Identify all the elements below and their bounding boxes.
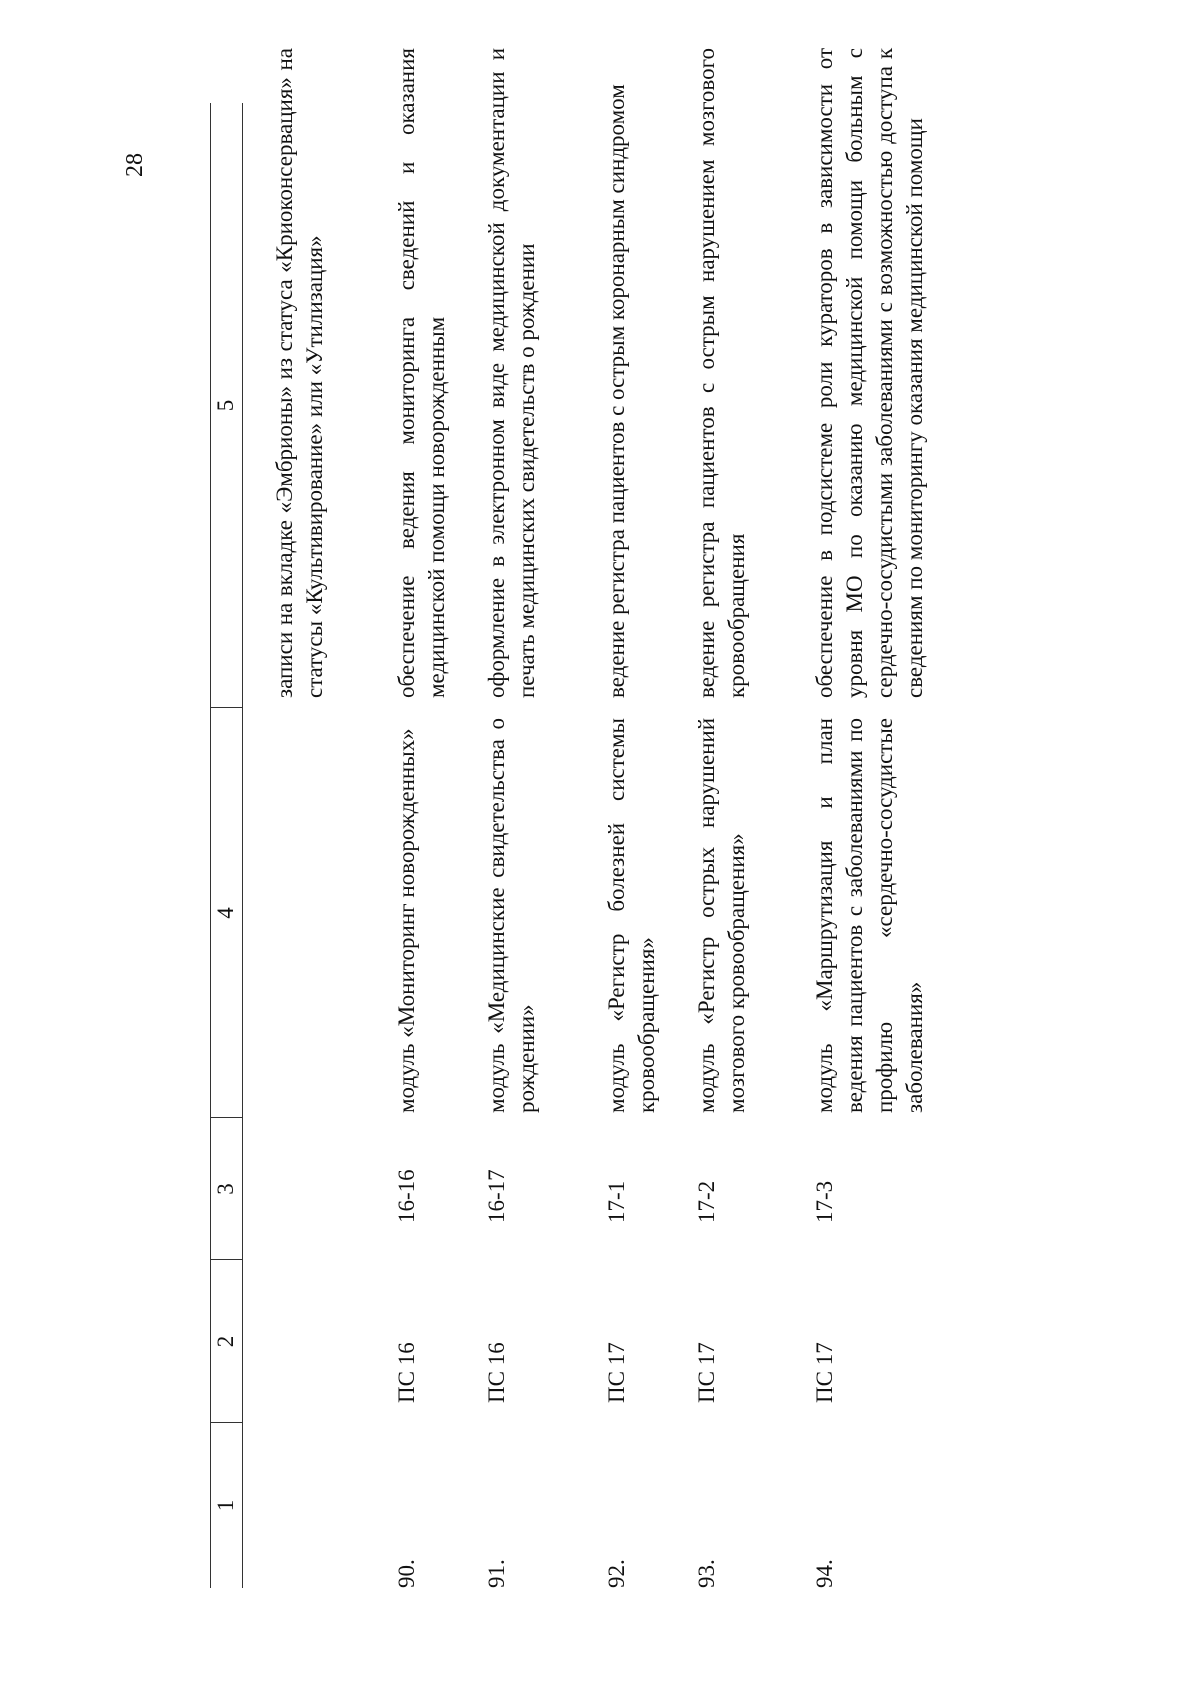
- purpose-cell: обеспечение ведения мониторинга сведений и оказания медицинской помощи новорожденным: [394, 48, 449, 698]
- module-cell: модуль «Регистр острых нарушений мозгового кровообращения»: [694, 718, 749, 1113]
- column-header-3: 3: [213, 1183, 238, 1195]
- code-cell: 16-17: [484, 1169, 509, 1223]
- row-number-cell: 92.: [604, 1559, 629, 1588]
- column-header-2: 2: [213, 1335, 238, 1348]
- purpose-cell: обеспечение в подсистеме роли кураторов в зависимости от уровня МО по оказанию медицинской помощи больным с сердечно-сосудистыми заболеваниями с возможностью доступа к сведениям по мониторингу оказания медицинской помощи: [812, 48, 927, 698]
- code-cell: 17-2: [694, 1180, 719, 1223]
- landscape-page: [210, 28, 950, 1588]
- row-number-cell: 94.: [812, 1559, 837, 1588]
- purpose-cell: записи на вкладке «Эмбрионы» из статуса «Криоконсервация» на статусы «Культивирование» или «Утилизация»: [272, 48, 327, 698]
- row-number-cell: 91.: [484, 1559, 509, 1588]
- page-number: 28: [122, 153, 148, 177]
- subsystem-cell: ПС 16: [484, 1342, 509, 1403]
- code-cell: 17-1: [604, 1180, 629, 1223]
- module-cell: модуль «Регистр болезней системы кровообращения»: [604, 718, 659, 1113]
- module-cell: модуль «Медицинские свидетельства о рождении»: [484, 718, 539, 1113]
- row-number-cell: 90.: [394, 1559, 419, 1588]
- column-header-1: 1: [213, 1499, 238, 1512]
- column-header-5: 5: [213, 399, 238, 412]
- purpose-cell: ведение регистра пациентов с острым коронарным синдромом: [604, 84, 629, 698]
- subsystem-cell: ПС 17: [604, 1342, 629, 1403]
- column-header-4: 4: [213, 907, 238, 919]
- module-cell: модуль «Маршрутизация и план ведения пациентов с заболеваниями по профилю «сердечно-сосудистые заболевания»: [812, 718, 927, 1113]
- header-bottom-rule: [242, 103, 243, 1588]
- purpose-cell: ведение регистра пациентов с острым нарушением мозгового кровообращения: [694, 48, 749, 698]
- row-number-cell: 93.: [694, 1559, 719, 1588]
- subsystem-cell: ПС 17: [812, 1342, 837, 1403]
- code-cell: 17-3: [812, 1180, 837, 1223]
- subsystem-cell: ПС 17: [694, 1342, 719, 1403]
- module-cell: модуль «Мониторинг новорожденных»: [394, 728, 419, 1113]
- code-cell: 16-16: [394, 1169, 419, 1223]
- purpose-cell: оформление в электронном виде медицинской документации и печать медицинских свидетельств о рождении: [484, 48, 539, 698]
- subsystem-cell: ПС 16: [394, 1342, 419, 1403]
